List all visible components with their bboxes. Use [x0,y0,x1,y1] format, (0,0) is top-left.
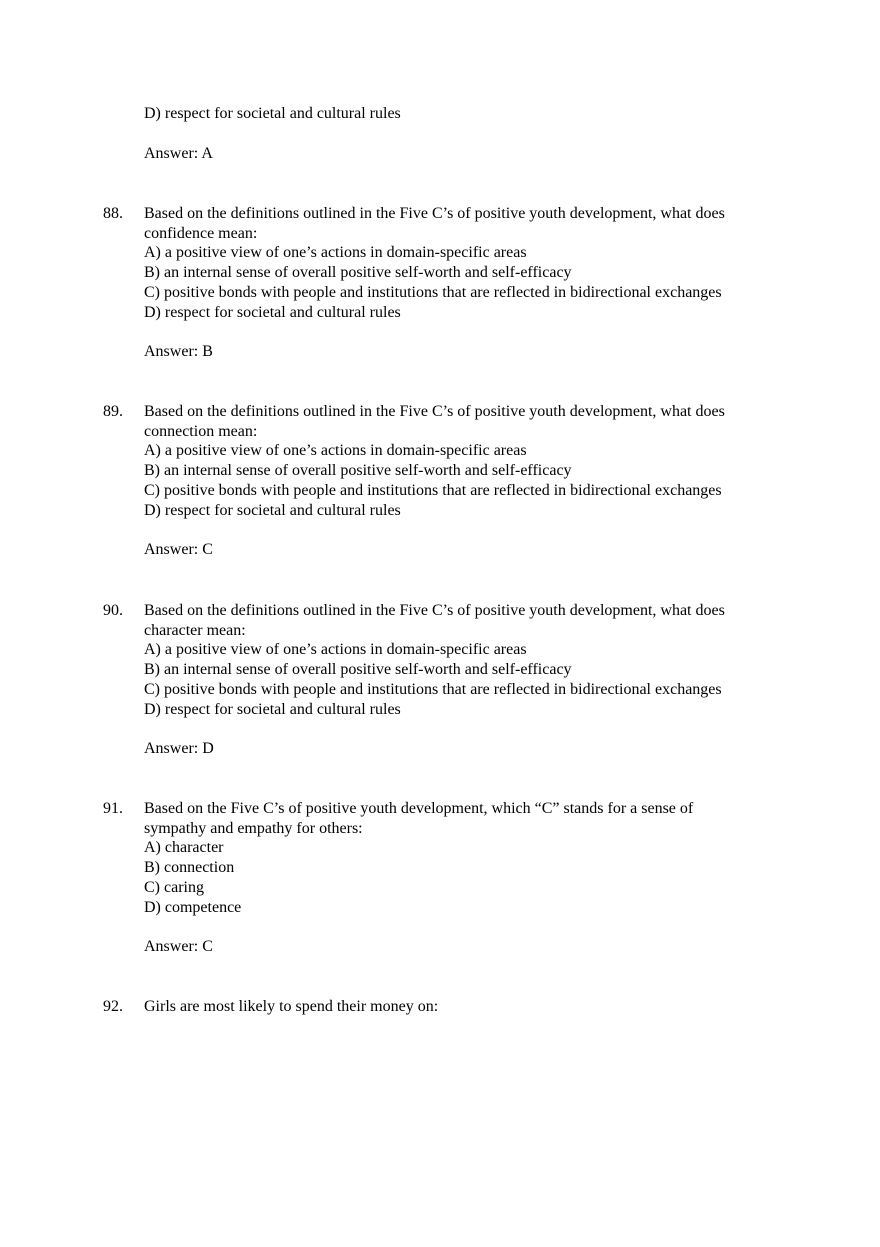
option-c: C) positive bonds with people and institutions that are reflected in bidirectional exchanges [144,284,722,301]
question-number: 92. [103,998,123,1015]
option-a: A) character [144,839,224,856]
question-stem-continued: connection mean: [144,423,258,440]
option-d: D) competence [144,899,242,916]
option-b: B) an internal sense of overall positive self-worth and self-efficacy [144,264,572,281]
option-d: D) respect for societal and cultural rules [144,701,401,718]
option-d: D) respect for societal and cultural rules [144,502,401,519]
option-a: A) a positive view of one’s actions in domain-specific areas [144,442,527,459]
option-b: B) an internal sense of overall positive self-worth and self-efficacy [144,661,572,678]
question-stem: Based on the definitions outlined in the Five C’s of positive youth development, what does [144,403,725,420]
question-number: 91. [103,800,123,817]
option-c: C) positive bonds with people and institutions that are reflected in bidirectional exchanges [144,681,722,698]
question-stem: Based on the definitions outlined in the Five C’s of positive youth development, what does [144,205,725,222]
question-number: 89. [103,403,123,420]
option-d: D) respect for societal and cultural rules [144,304,401,321]
question-stem-continued: character mean: [144,622,246,639]
answer: Answer: C [144,938,213,955]
question-stem: Girls are most likely to spend their money on: [144,998,439,1015]
question-number: 88. [103,205,123,222]
carryover-answer: Answer: A [144,145,213,162]
option-b: B) an internal sense of overall positive self-worth and self-efficacy [144,462,572,479]
option-c: C) positive bonds with people and institutions that are reflected in bidirectional exchanges [144,482,722,499]
option-c: C) caring [144,879,204,896]
question-stem-continued: confidence mean: [144,225,258,242]
option-b: B) connection [144,859,235,876]
answer: Answer: B [144,343,213,360]
option-a: A) a positive view of one’s actions in domain-specific areas [144,641,527,658]
option-a: A) a positive view of one’s actions in domain-specific areas [144,244,527,261]
question-number: 90. [103,602,123,619]
answer: Answer: C [144,541,213,558]
answer: Answer: D [144,740,214,757]
question-stem: Based on the definitions outlined in the Five C’s of positive youth development, what does [144,602,725,619]
carryover-option-d: D) respect for societal and cultural rules [144,105,401,122]
question-stem-continued: sympathy and empathy for others: [144,820,363,837]
question-stem: Based on the Five C’s of positive youth development, which “C” stands for a sense of [144,800,694,817]
